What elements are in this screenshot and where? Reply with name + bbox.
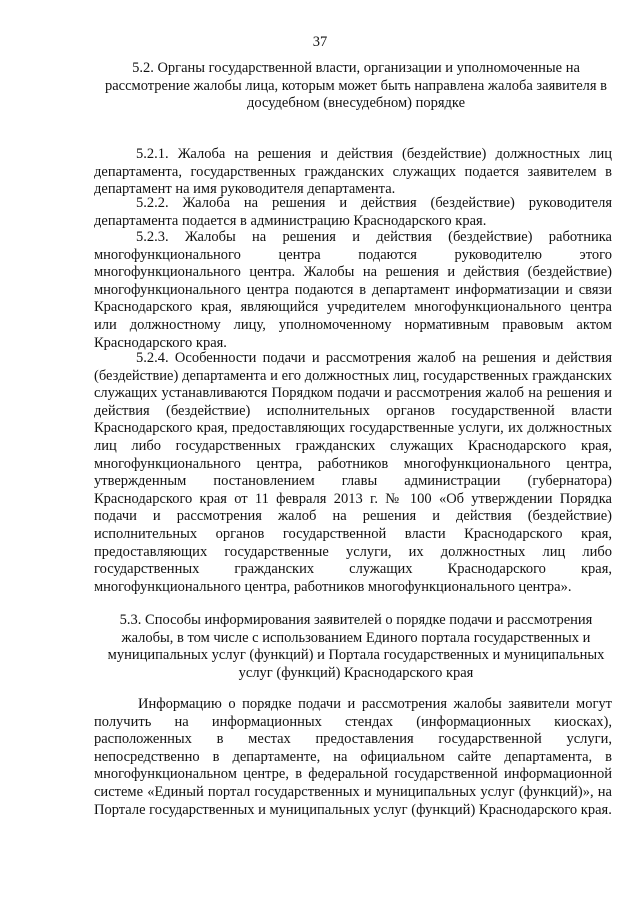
paragraph-5-2-1: 5.2.1. Жалоба на решения и действия (бездействие) должностных лиц департамента, государственных гражданских служащих подается заявителем в департамент на имя руководителя департамента.: [94, 146, 612, 198]
page-number: 37: [312, 34, 328, 50]
paragraph-5-2-3: 5.2.3. Жалобы на решения и действия (бездействие) работника многофункционального центра подаются руководителю этого многофункционального центра. Жалобы на решения и действия (бездействие) многофункционального центра подаются в департамент информатизации и связи Краснодарского края, являющийся учредителем многофункционального центра или должностному лицу, уполномоченному нормативным правовым актом Краснодарского края.: [94, 229, 612, 351]
section-5-2-heading: 5.2. Органы государственной власти, организации и уполномоченные на рассмотрение жалобы лица, которым может быть направлена жалоба заявителя в досудебном (внесудебном) порядке: [104, 60, 608, 112]
section-5-3-heading: 5.3. Способы информирования заявителей о порядке подачи и рассмотрения жалобы, в том числе с использованием Единого портала государственных и муниципальных услуг (функций) и Портала государственных и муниципальных услуг (функций) Краснодарского края: [107, 612, 605, 681]
paragraph-5-2-4: 5.2.4. Особенности подачи и рассмотрения жалоб на решения и действия (бездействие) департамента и его должностных лиц, государственных гражданских служащих устанавливаются Порядком подачи и рассмотрения жалоб на решения и действия (бездействие) исполнительных органов государственной власти Краснодарского края, предоставляющих государственные услуги, их должностных лиц либо государственных гражданских служащих Краснодарского края, многофункционального центра, работников многофункционального центра, утвержденным постановлением главы администрации (губернатора) Краснодарского края от 11 февраля 2013 г. № 100 «Об утверждении Порядка подачи и рассмотрения жалоб на решения и действия (бездействие) исполнительных органов государственной власти Краснодарского края, предоставляющих государственные услуги, их должностных лиц либо государственных гражданских служащих Краснодарского края, многофункционального центра, работников многофункционального центра».: [94, 350, 612, 595]
paragraph-5-2-2: 5.2.2. Жалоба на решения и действия (бездействие) руководителя департамента подается в администрацию Краснодарского края.: [94, 195, 612, 229]
paragraph-5-3-info: Информацию о порядке подачи и рассмотрения жалобы заявители могут получить на информационных стендах (информационных киосках), расположенных в местах предоставления государственной услуги, непосредственно в департаменте, на официальном сайте департамента, в многофункциональном центре, в федеральной государственной информационной системе «Единый портал государственных и муниципальных услуг (функций)», на Портале государственных и муниципальных услуг (функций) Краснодарского края.: [94, 696, 612, 818]
